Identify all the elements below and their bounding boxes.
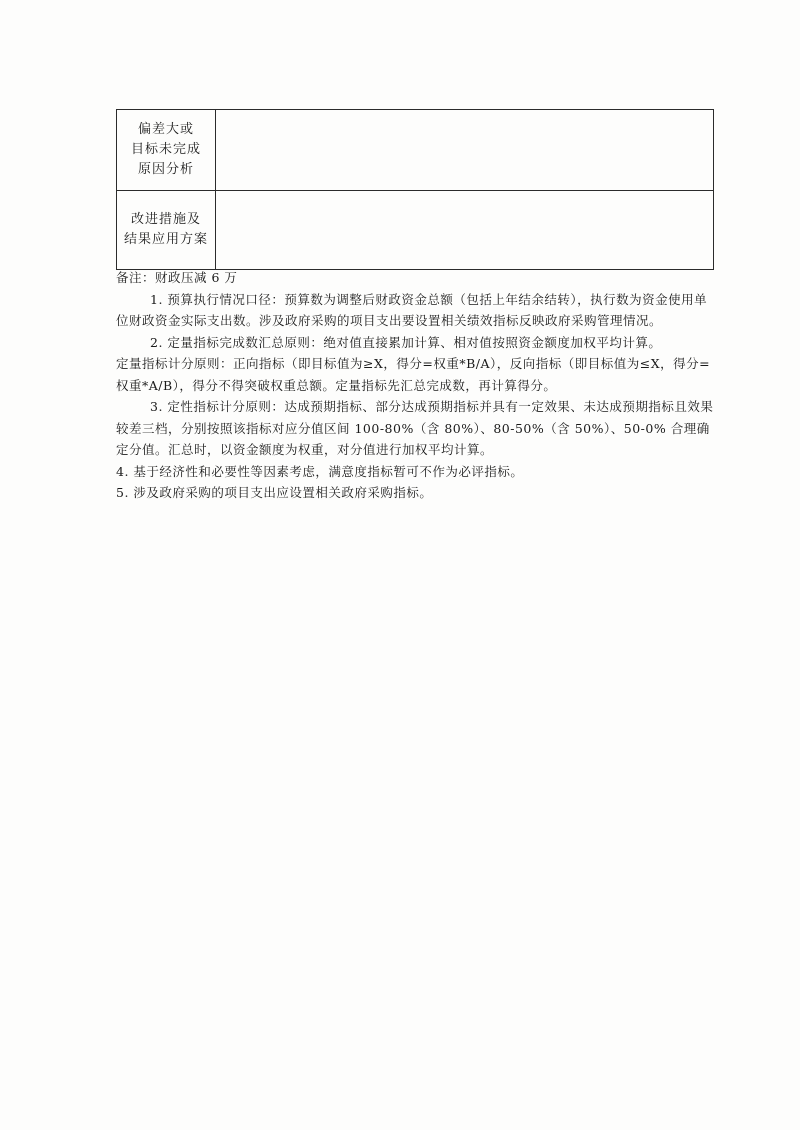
table-row (117, 191, 714, 270)
label-line: 改进措施及 (130, 212, 201, 227)
note-item-2-scoring: 定量指标计分原则：正向指标（即目标值为≥X，得分=权重*B/A），反向指标（即目标值为≤X，得分=权重*A/B），得分不得突破权重总额。定量指标先汇总完成数，再计算得分。 (116, 356, 711, 393)
notes-section (116, 267, 714, 504)
table-row (117, 110, 714, 191)
label-line: 结果应用方案 (123, 232, 208, 247)
remark-line: 备注：财政压减 6 万 (116, 270, 238, 285)
note-item-3: 3. 定性指标计分原则：达成预期指标、部分达成预期指标并具有一定效果、未达成预期指标且效果较差三档，分别按照该指标对应分值区间 100-80%（含 80%）、80-50%（含 50%）、50-0% 合理确定分值。汇总时，以资金额度为权重，对分值进行加权平均计算。 (116, 399, 714, 457)
note-item-2: 2. 定量指标完成数汇总原则：绝对值直接累加计算、相对值按照资金额度加权平均计算。 (150, 334, 662, 350)
note-item-5: 5. 涉及政府采购的项目支出应设置相关政府采购指标。 (116, 485, 433, 500)
improvement-measures-label (117, 191, 216, 270)
deviation-analysis-label (117, 110, 216, 191)
label-line: 原因分析 (137, 162, 194, 177)
note-item-1: 1. 预算执行情况口径：预算数为调整后财政资金总额（包括上年结余结转），执行数为资金使用单位财政资金实际支出数。涉及政府采购的项目支出要设置相关绩效指标反映政府采购管理情况。 (116, 291, 708, 328)
note-item-4: 4. 基于经济性和必要性等因素考虑，满意度指标暂可不作为必评指标。 (116, 463, 524, 479)
deviation-analysis-content (216, 110, 714, 191)
improvement-measures-content (216, 191, 714, 270)
label-line: 目标未完成 (130, 142, 201, 157)
evaluation-table (116, 109, 714, 270)
label-line: 偏差大或 (137, 122, 194, 137)
